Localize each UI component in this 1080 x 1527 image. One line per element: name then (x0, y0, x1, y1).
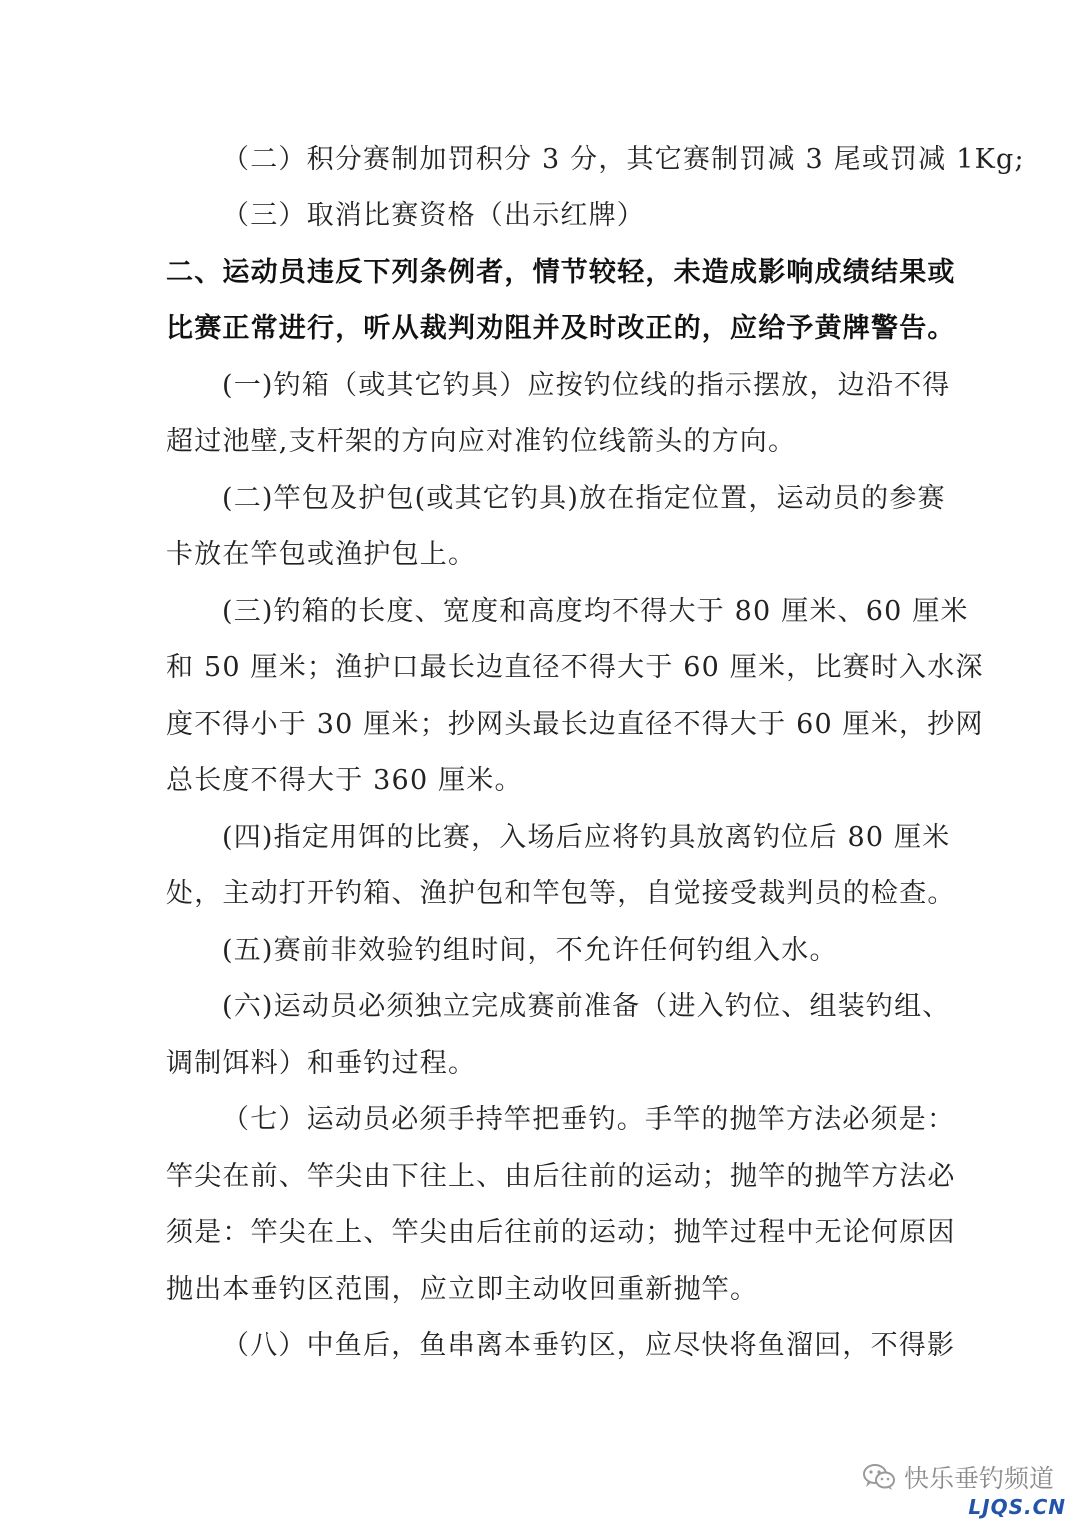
watermark-text: 快乐垂钓频道 (903, 1464, 1054, 1493)
text-line: 和 50 厘米；渔护口最长边直径不得大于 60 厘米，比赛时入水深 (166, 652, 984, 683)
text-line: （八）中鱼后，鱼串离本垂钓区，应尽快将鱼溜回，不得影 (222, 1330, 956, 1361)
text-line: 度不得小于 30 厘米；抄网头最长边直径不得大于 60 厘米，抄网 (166, 709, 984, 740)
text-line: 总长度不得大于 360 厘米。 (166, 765, 523, 796)
text-line: 调制饵料）和垂钓过程。 (166, 1048, 477, 1079)
text-line: (一)钓箱（或其它钓具）应按钓位线的指示摆放，边沿不得 (222, 370, 951, 401)
text-line: 须是：竿尖在上、竿尖由后往前的运动；抛竿过程中无论何原因 (166, 1217, 956, 1248)
text-line: （三）取消比赛资格（出示红牌） (222, 200, 645, 231)
text-line: 抛出本垂钓区范围，应立即主动收回重新抛竿。 (166, 1274, 759, 1305)
text-line: (二)竿包及护包(或其它钓具)放在指定位置，运动员的参赛 (222, 483, 946, 514)
wechat-icon (862, 1462, 896, 1492)
text-line: 超过池壁,支杆架的方向应对准钓位线箭头的方向。 (166, 426, 797, 457)
section-heading-line: 比赛正常进行，听从裁判劝阻并及时改正的，应给予黄牌警告。 (166, 313, 956, 344)
text-line: 处，主动打开钓箱、渔护包和竿包等，自觉接受裁判员的检查。 (166, 878, 956, 909)
text-line: (四)指定用饵的比赛，入场后应将钓具放离钓位后 80 厘米 (222, 822, 951, 853)
section-heading-line: 二、运动员违反下列条例者，情节较轻，未造成影响成绩结果或 (166, 257, 956, 288)
text-line: (三)钓箱的长度、宽度和高度均不得大于 80 厘米、60 厘米 (222, 596, 969, 627)
site-logo: LJQS.CN (962, 1493, 1072, 1521)
text-line: (五)赛前非效验钓组时间，不允许任何钓组入水。 (222, 935, 838, 966)
text-line: 卡放在竿包或渔护包上。 (166, 539, 477, 570)
text-line: 竿尖在前、竿尖由下往上、由后往前的运动；抛竿的抛竿方法必 (166, 1161, 956, 1192)
text-line: （二）积分赛制加罚积分 3 分，其它赛制罚减 3 尾或罚减 1Kg; (222, 144, 1025, 175)
channel-watermark (862, 1460, 1054, 1494)
text-line: (六)运动员必须独立完成赛前准备（进入钓位、组装钓组、 (222, 991, 951, 1022)
text-line: （七）运动员必须手持竿把垂钓。手竿的抛竿方法必须是： (222, 1104, 956, 1135)
